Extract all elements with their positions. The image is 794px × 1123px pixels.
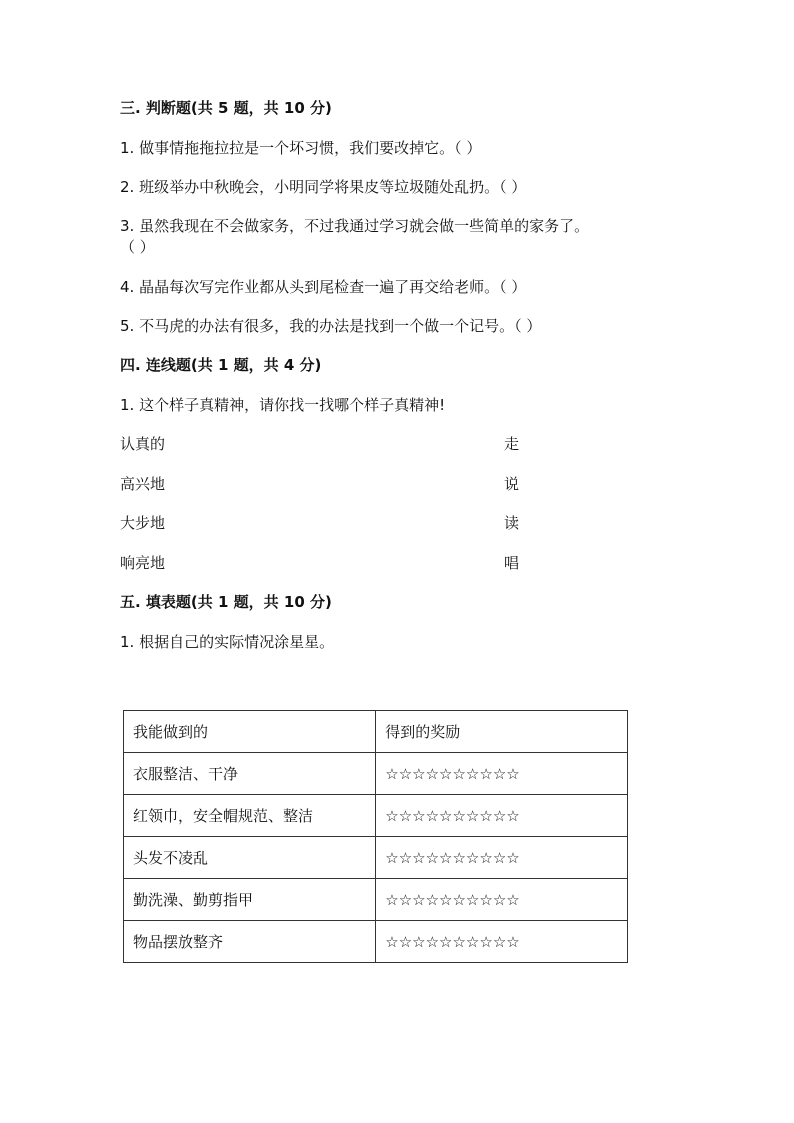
table-row bbox=[124, 879, 628, 921]
match-left-item: 认真的 bbox=[120, 435, 166, 453]
table-cell-item: 衣服整洁、干净 bbox=[124, 753, 376, 795]
table-cell-stars[interactable]: ☆☆☆☆☆☆☆☆☆☆ bbox=[376, 921, 628, 963]
match-question: 1. 这个样子真精神，请你找一找哪个样子真精神! bbox=[120, 396, 446, 414]
table-question: 1. 根据自己的实际情况涂星星。 bbox=[120, 633, 335, 651]
table-header-cell: 得到的奖励 bbox=[376, 711, 628, 753]
judge-question-4: 4. 晶晶每次写完作业都从头到尾检查一遍了再交给老师。（ ） bbox=[120, 278, 527, 296]
award-table bbox=[123, 710, 628, 963]
match-left-item: 高兴地 bbox=[120, 475, 166, 493]
match-left-item: 响亮地 bbox=[120, 554, 166, 572]
judge-question-3: 3. 虽然我现在不会做家务，不过我通过学习就会做一些简单的家务了。 bbox=[120, 217, 590, 235]
section-title-match: 四. 连线题(共 1 题，共 4 分) bbox=[120, 356, 322, 374]
section-title-table: 五. 填表题(共 1 题，共 10 分) bbox=[120, 593, 332, 611]
table-cell-item: 勤洗澡、勤剪指甲 bbox=[124, 879, 376, 921]
match-right-item: 读 bbox=[504, 514, 520, 532]
table-row bbox=[124, 753, 628, 795]
judge-question-2: 2. 班级举办中秋晚会，小明同学将果皮等垃圾随处乱扔。（ ） bbox=[120, 178, 527, 196]
table-row bbox=[124, 921, 628, 963]
table-row bbox=[124, 837, 628, 879]
table-cell-item: 物品摆放整齐 bbox=[124, 921, 376, 963]
table-cell-stars[interactable]: ☆☆☆☆☆☆☆☆☆☆ bbox=[376, 879, 628, 921]
table-cell-stars[interactable]: ☆☆☆☆☆☆☆☆☆☆ bbox=[376, 753, 628, 795]
table-cell-item: 头发不凌乱 bbox=[124, 837, 376, 879]
match-right-item: 说 bbox=[504, 475, 520, 493]
table-cell-stars[interactable]: ☆☆☆☆☆☆☆☆☆☆ bbox=[376, 795, 628, 837]
match-right-item: 唱 bbox=[504, 554, 520, 572]
judge-question-3-blank: （ ） bbox=[120, 238, 155, 256]
table-row bbox=[124, 795, 628, 837]
section-title-judge: 三. 判断题(共 5 题，共 10 分) bbox=[120, 99, 332, 117]
match-left-item: 大步地 bbox=[120, 514, 166, 532]
judge-question-1: 1. 做事情拖拖拉拉是一个坏习惯，我们要改掉它。（ ） bbox=[120, 139, 482, 157]
table-header-row bbox=[124, 711, 628, 753]
table-cell-stars[interactable]: ☆☆☆☆☆☆☆☆☆☆ bbox=[376, 837, 628, 879]
table-header-cell: 我能做到的 bbox=[124, 711, 376, 753]
match-right-item: 走 bbox=[504, 435, 520, 453]
judge-question-5: 5. 不马虎的办法有很多，我的办法是找到一个做一个记号。（ ） bbox=[120, 317, 542, 335]
table-cell-item: 红领巾，安全帽规范、整洁 bbox=[124, 795, 376, 837]
